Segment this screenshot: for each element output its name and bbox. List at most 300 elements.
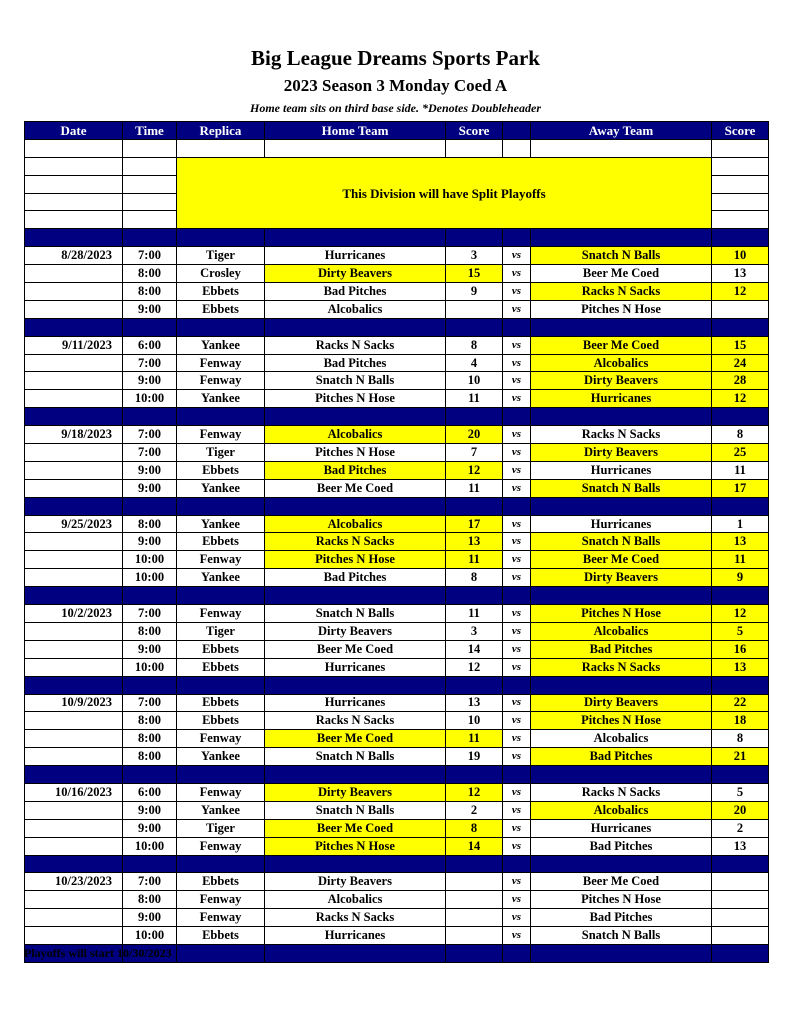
- home-team: Racks N Sacks: [265, 336, 446, 354]
- separator-cell: [265, 855, 446, 873]
- separator-cell: [123, 408, 177, 426]
- away-team: Pitches N Hose: [531, 712, 712, 730]
- game-field: Fenway: [177, 426, 265, 444]
- game-time: 8:00: [123, 712, 177, 730]
- game-time: 10:00: [123, 551, 177, 569]
- home-score: [446, 873, 503, 891]
- header-row: [25, 122, 769, 140]
- home-score: 8: [446, 819, 503, 837]
- away-score: 13: [712, 837, 769, 855]
- game-date: 10/2/2023: [25, 605, 123, 623]
- game-time: 9:00: [123, 533, 177, 551]
- separator-cell: [177, 229, 265, 247]
- away-team: Pitches N Hose: [531, 605, 712, 623]
- game-field: Tiger: [177, 247, 265, 265]
- home-team: Alcobalics: [265, 515, 446, 533]
- vs-label: vs: [503, 837, 531, 855]
- away-team: Hurricanes: [531, 390, 712, 408]
- home-score: [446, 927, 503, 945]
- game-row: [25, 605, 769, 623]
- home-score: [446, 300, 503, 318]
- away-team: Racks N Sacks: [531, 783, 712, 801]
- separator-cell: [265, 497, 446, 515]
- separator-cell: [446, 944, 503, 962]
- game-field: Fenway: [177, 783, 265, 801]
- home-team: Hurricanes: [265, 658, 446, 676]
- separator-cell: [25, 766, 123, 784]
- separator-cell: [712, 229, 769, 247]
- separator-cell: [446, 408, 503, 426]
- home-score: 15: [446, 265, 503, 283]
- away-team: Beer Me Coed: [531, 336, 712, 354]
- game-time: 8:00: [123, 283, 177, 301]
- away-team: Bad Pitches: [531, 837, 712, 855]
- away-score: 20: [712, 801, 769, 819]
- separator-cell: [531, 587, 712, 605]
- game-row: [25, 265, 769, 283]
- vs-label: vs: [503, 873, 531, 891]
- game-row: [25, 461, 769, 479]
- game-date: [25, 265, 123, 283]
- separator-cell: [123, 229, 177, 247]
- separator-cell: [446, 676, 503, 694]
- separator-row: [25, 318, 769, 336]
- game-field: Tiger: [177, 444, 265, 462]
- game-date: [25, 551, 123, 569]
- game-date: [25, 819, 123, 837]
- col-home-score: Score: [446, 122, 503, 140]
- away-team: Snatch N Balls: [531, 927, 712, 945]
- home-score: 3: [446, 247, 503, 265]
- away-score: 21: [712, 748, 769, 766]
- away-score: 17: [712, 479, 769, 497]
- home-team: Beer Me Coed: [265, 640, 446, 658]
- separator-cell: [265, 318, 446, 336]
- home-team: Pitches N Hose: [265, 837, 446, 855]
- away-score: 13: [712, 533, 769, 551]
- home-score: [446, 909, 503, 927]
- away-team: Pitches N Hose: [531, 891, 712, 909]
- home-score: 11: [446, 730, 503, 748]
- game-row: [25, 300, 769, 318]
- home-score: 12: [446, 461, 503, 479]
- vs-label: vs: [503, 515, 531, 533]
- vs-label: vs: [503, 354, 531, 372]
- away-score: 2: [712, 819, 769, 837]
- home-score: [446, 891, 503, 909]
- game-date: [25, 390, 123, 408]
- col-replica: Replica: [177, 122, 265, 140]
- game-time: 7:00: [123, 426, 177, 444]
- vs-label: vs: [503, 748, 531, 766]
- game-time: 7:00: [123, 354, 177, 372]
- separator-cell: [503, 587, 531, 605]
- separator-cell: [25, 855, 123, 873]
- game-field: Ebbets: [177, 712, 265, 730]
- home-score: 9: [446, 283, 503, 301]
- game-date: [25, 372, 123, 390]
- game-date: 10/16/2023: [25, 783, 123, 801]
- game-row: [25, 712, 769, 730]
- vs-label: vs: [503, 533, 531, 551]
- away-score: 12: [712, 605, 769, 623]
- game-row: [25, 819, 769, 837]
- separator-cell: [25, 408, 123, 426]
- home-score: 17: [446, 515, 503, 533]
- game-time: 10:00: [123, 569, 177, 587]
- away-score: 11: [712, 461, 769, 479]
- home-score: 7: [446, 444, 503, 462]
- game-date: 10/23/2023: [25, 873, 123, 891]
- separator-cell: [503, 497, 531, 515]
- separator-row: [25, 587, 769, 605]
- home-team: Bad Pitches: [265, 569, 446, 587]
- game-date: [25, 801, 123, 819]
- game-time: 9:00: [123, 909, 177, 927]
- home-score: 13: [446, 694, 503, 712]
- game-field: Fenway: [177, 891, 265, 909]
- separator-cell: [503, 766, 531, 784]
- separator-cell: [177, 766, 265, 784]
- vs-label: vs: [503, 909, 531, 927]
- away-score: [712, 300, 769, 318]
- game-field: Ebbets: [177, 694, 265, 712]
- home-team: Snatch N Balls: [265, 748, 446, 766]
- game-row: [25, 283, 769, 301]
- game-time: 9:00: [123, 801, 177, 819]
- home-score: 3: [446, 622, 503, 640]
- game-date: [25, 354, 123, 372]
- away-team: Beer Me Coed: [531, 873, 712, 891]
- separator-row: [25, 766, 769, 784]
- away-score: 12: [712, 390, 769, 408]
- game-field: Yankee: [177, 336, 265, 354]
- home-team: Alcobalics: [265, 891, 446, 909]
- separator-cell: [503, 855, 531, 873]
- vs-label: vs: [503, 712, 531, 730]
- separator-cell: [25, 318, 123, 336]
- away-score: 15: [712, 336, 769, 354]
- game-field: Crosley: [177, 265, 265, 283]
- away-team: Snatch N Balls: [531, 533, 712, 551]
- home-score: 11: [446, 605, 503, 623]
- separator-cell: [177, 408, 265, 426]
- separator-cell: [531, 944, 712, 962]
- home-team: Bad Pitches: [265, 461, 446, 479]
- away-team: Bad Pitches: [531, 909, 712, 927]
- game-date: [25, 622, 123, 640]
- home-team: Racks N Sacks: [265, 909, 446, 927]
- game-row: [25, 426, 769, 444]
- away-team: Snatch N Balls: [531, 247, 712, 265]
- home-score: 11: [446, 390, 503, 408]
- home-team: Racks N Sacks: [265, 533, 446, 551]
- home-score: 10: [446, 712, 503, 730]
- away-team: Bad Pitches: [531, 748, 712, 766]
- separator-cell: [531, 766, 712, 784]
- game-date: [25, 479, 123, 497]
- away-score: 5: [712, 622, 769, 640]
- home-team: Dirty Beavers: [265, 265, 446, 283]
- game-row: [25, 909, 769, 927]
- vs-label: vs: [503, 730, 531, 748]
- vs-label: vs: [503, 819, 531, 837]
- game-time: 7:00: [123, 247, 177, 265]
- separator-cell: [123, 497, 177, 515]
- away-score: 25: [712, 444, 769, 462]
- game-time: 9:00: [123, 819, 177, 837]
- game-field: Yankee: [177, 479, 265, 497]
- game-time: 9:00: [123, 461, 177, 479]
- separator-cell: [712, 944, 769, 962]
- home-team: Snatch N Balls: [265, 801, 446, 819]
- separator-cell: [265, 944, 446, 962]
- game-row: [25, 390, 769, 408]
- away-score: 10: [712, 247, 769, 265]
- vs-label: vs: [503, 444, 531, 462]
- separator-cell: [25, 587, 123, 605]
- home-team: Hurricanes: [265, 694, 446, 712]
- game-date: 9/18/2023: [25, 426, 123, 444]
- vs-label: vs: [503, 694, 531, 712]
- separator-cell: [123, 855, 177, 873]
- game-field: Ebbets: [177, 461, 265, 479]
- game-field: Ebbets: [177, 300, 265, 318]
- col-away-team: Away Team: [531, 122, 712, 140]
- game-field: Fenway: [177, 837, 265, 855]
- separator-cell: [503, 318, 531, 336]
- game-field: Fenway: [177, 909, 265, 927]
- game-date: [25, 444, 123, 462]
- game-time: 9:00: [123, 300, 177, 318]
- vs-label: vs: [503, 390, 531, 408]
- split-playoffs-notice: This Division will have Split Playoffs: [177, 157, 712, 229]
- vs-label: vs: [503, 640, 531, 658]
- game-time: 7:00: [123, 444, 177, 462]
- home-team: Pitches N Hose: [265, 444, 446, 462]
- separator-cell: [265, 408, 446, 426]
- game-row: [25, 569, 769, 587]
- game-row: [25, 533, 769, 551]
- game-time: 7:00: [123, 694, 177, 712]
- vs-label: vs: [503, 265, 531, 283]
- game-field: Yankee: [177, 390, 265, 408]
- game-row: [25, 694, 769, 712]
- game-field: Tiger: [177, 622, 265, 640]
- game-time: 10:00: [123, 837, 177, 855]
- game-row: [25, 801, 769, 819]
- game-row: [25, 783, 769, 801]
- away-score: 13: [712, 658, 769, 676]
- separator-cell: [177, 676, 265, 694]
- game-row: [25, 748, 769, 766]
- game-date: [25, 927, 123, 945]
- separator-cell: [25, 676, 123, 694]
- game-field: Fenway: [177, 730, 265, 748]
- home-score: 8: [446, 336, 503, 354]
- home-score: 14: [446, 837, 503, 855]
- home-score: 19: [446, 748, 503, 766]
- separator-cell: [177, 944, 265, 962]
- page-subtitle: 2023 Season 3 Monday Coed A: [283, 76, 508, 95]
- separator-cell: [503, 408, 531, 426]
- game-date: [25, 712, 123, 730]
- vs-label: vs: [503, 658, 531, 676]
- away-score: 16: [712, 640, 769, 658]
- home-team: Racks N Sacks: [265, 712, 446, 730]
- separator-cell: [446, 229, 503, 247]
- separator-cell: [503, 944, 531, 962]
- col-time: Time: [123, 122, 177, 140]
- game-time: 8:00: [123, 622, 177, 640]
- vs-label: vs: [503, 622, 531, 640]
- game-date: 9/25/2023: [25, 515, 123, 533]
- separator-cell: [712, 318, 769, 336]
- game-row: [25, 658, 769, 676]
- blank-row: [25, 139, 769, 157]
- away-team: Racks N Sacks: [531, 658, 712, 676]
- game-date: 8/28/2023: [25, 247, 123, 265]
- game-field: Ebbets: [177, 927, 265, 945]
- separator-cell: [265, 587, 446, 605]
- game-time: 8:00: [123, 730, 177, 748]
- blank-row: [25, 157, 769, 175]
- away-team: Alcobalics: [531, 622, 712, 640]
- game-row: [25, 444, 769, 462]
- game-time: 8:00: [123, 748, 177, 766]
- separator-row: [25, 408, 769, 426]
- game-field: Ebbets: [177, 658, 265, 676]
- separator-cell: [446, 855, 503, 873]
- game-row: [25, 372, 769, 390]
- game-time: 7:00: [123, 873, 177, 891]
- separator-row: [25, 229, 769, 247]
- separator-cell: [712, 408, 769, 426]
- away-team: Alcobalics: [531, 801, 712, 819]
- game-date: [25, 283, 123, 301]
- game-date: [25, 891, 123, 909]
- game-date: 10/9/2023: [25, 694, 123, 712]
- away-team: Racks N Sacks: [531, 283, 712, 301]
- separator-cell: [446, 587, 503, 605]
- game-row: [25, 551, 769, 569]
- game-field: Yankee: [177, 515, 265, 533]
- vs-label: vs: [503, 927, 531, 945]
- game-row: [25, 730, 769, 748]
- home-team: Alcobalics: [265, 300, 446, 318]
- game-field: Ebbets: [177, 873, 265, 891]
- game-date: [25, 533, 123, 551]
- away-score: 5: [712, 783, 769, 801]
- game-field: Ebbets: [177, 533, 265, 551]
- away-team: Hurricanes: [531, 819, 712, 837]
- home-score: 11: [446, 479, 503, 497]
- away-score: 18: [712, 712, 769, 730]
- away-score: 8: [712, 426, 769, 444]
- game-time: 10:00: [123, 658, 177, 676]
- separator-cell: [531, 855, 712, 873]
- separator-cell: [177, 497, 265, 515]
- separator-cell: [123, 318, 177, 336]
- separator-row: [25, 497, 769, 515]
- separator-cell: [177, 855, 265, 873]
- game-field: Yankee: [177, 801, 265, 819]
- game-row: [25, 640, 769, 658]
- separator-cell: [265, 229, 446, 247]
- game-row: [25, 837, 769, 855]
- game-date: [25, 569, 123, 587]
- away-score: 28: [712, 372, 769, 390]
- game-time: 6:00: [123, 336, 177, 354]
- away-score: [712, 927, 769, 945]
- vs-label: vs: [503, 569, 531, 587]
- vs-label: vs: [503, 783, 531, 801]
- game-row: [25, 891, 769, 909]
- separator-cell: [123, 676, 177, 694]
- vs-label: vs: [503, 461, 531, 479]
- separator-cell: [446, 766, 503, 784]
- game-date: [25, 640, 123, 658]
- away-score: 12: [712, 283, 769, 301]
- away-score: 1: [712, 515, 769, 533]
- away-team: Dirty Beavers: [531, 694, 712, 712]
- vs-label: vs: [503, 479, 531, 497]
- vs-label: vs: [503, 551, 531, 569]
- separator-cell: [531, 229, 712, 247]
- home-score: 11: [446, 551, 503, 569]
- separator-cell: [712, 855, 769, 873]
- game-row: [25, 336, 769, 354]
- col-date: Date: [25, 122, 123, 140]
- separator-cell: [712, 766, 769, 784]
- separator-cell: [446, 318, 503, 336]
- game-field: Ebbets: [177, 640, 265, 658]
- away-score: [712, 873, 769, 891]
- home-score: 14: [446, 640, 503, 658]
- home-score: 12: [446, 658, 503, 676]
- away-team: Dirty Beavers: [531, 569, 712, 587]
- home-team: Beer Me Coed: [265, 479, 446, 497]
- away-team: Beer Me Coed: [531, 551, 712, 569]
- home-team: Snatch N Balls: [265, 605, 446, 623]
- separator-cell: [531, 676, 712, 694]
- separator-row: [25, 676, 769, 694]
- game-date: [25, 748, 123, 766]
- game-field: Fenway: [177, 551, 265, 569]
- home-team: Pitches N Hose: [265, 390, 446, 408]
- separator-cell: [712, 587, 769, 605]
- away-team: Dirty Beavers: [531, 372, 712, 390]
- game-field: Yankee: [177, 748, 265, 766]
- separator-cell: [446, 497, 503, 515]
- game-field: Fenway: [177, 372, 265, 390]
- home-team: Pitches N Hose: [265, 551, 446, 569]
- home-team: Alcobalics: [265, 426, 446, 444]
- home-team: Beer Me Coed: [265, 819, 446, 837]
- away-team: Bad Pitches: [531, 640, 712, 658]
- home-team: Dirty Beavers: [265, 622, 446, 640]
- away-team: Pitches N Hose: [531, 300, 712, 318]
- away-team: Racks N Sacks: [531, 426, 712, 444]
- away-score: [712, 891, 769, 909]
- game-row: [25, 479, 769, 497]
- away-team: Hurricanes: [531, 461, 712, 479]
- game-field: Fenway: [177, 354, 265, 372]
- separator-cell: [177, 318, 265, 336]
- separator-cell: [25, 497, 123, 515]
- separator-cell: [531, 497, 712, 515]
- away-score: 11: [712, 551, 769, 569]
